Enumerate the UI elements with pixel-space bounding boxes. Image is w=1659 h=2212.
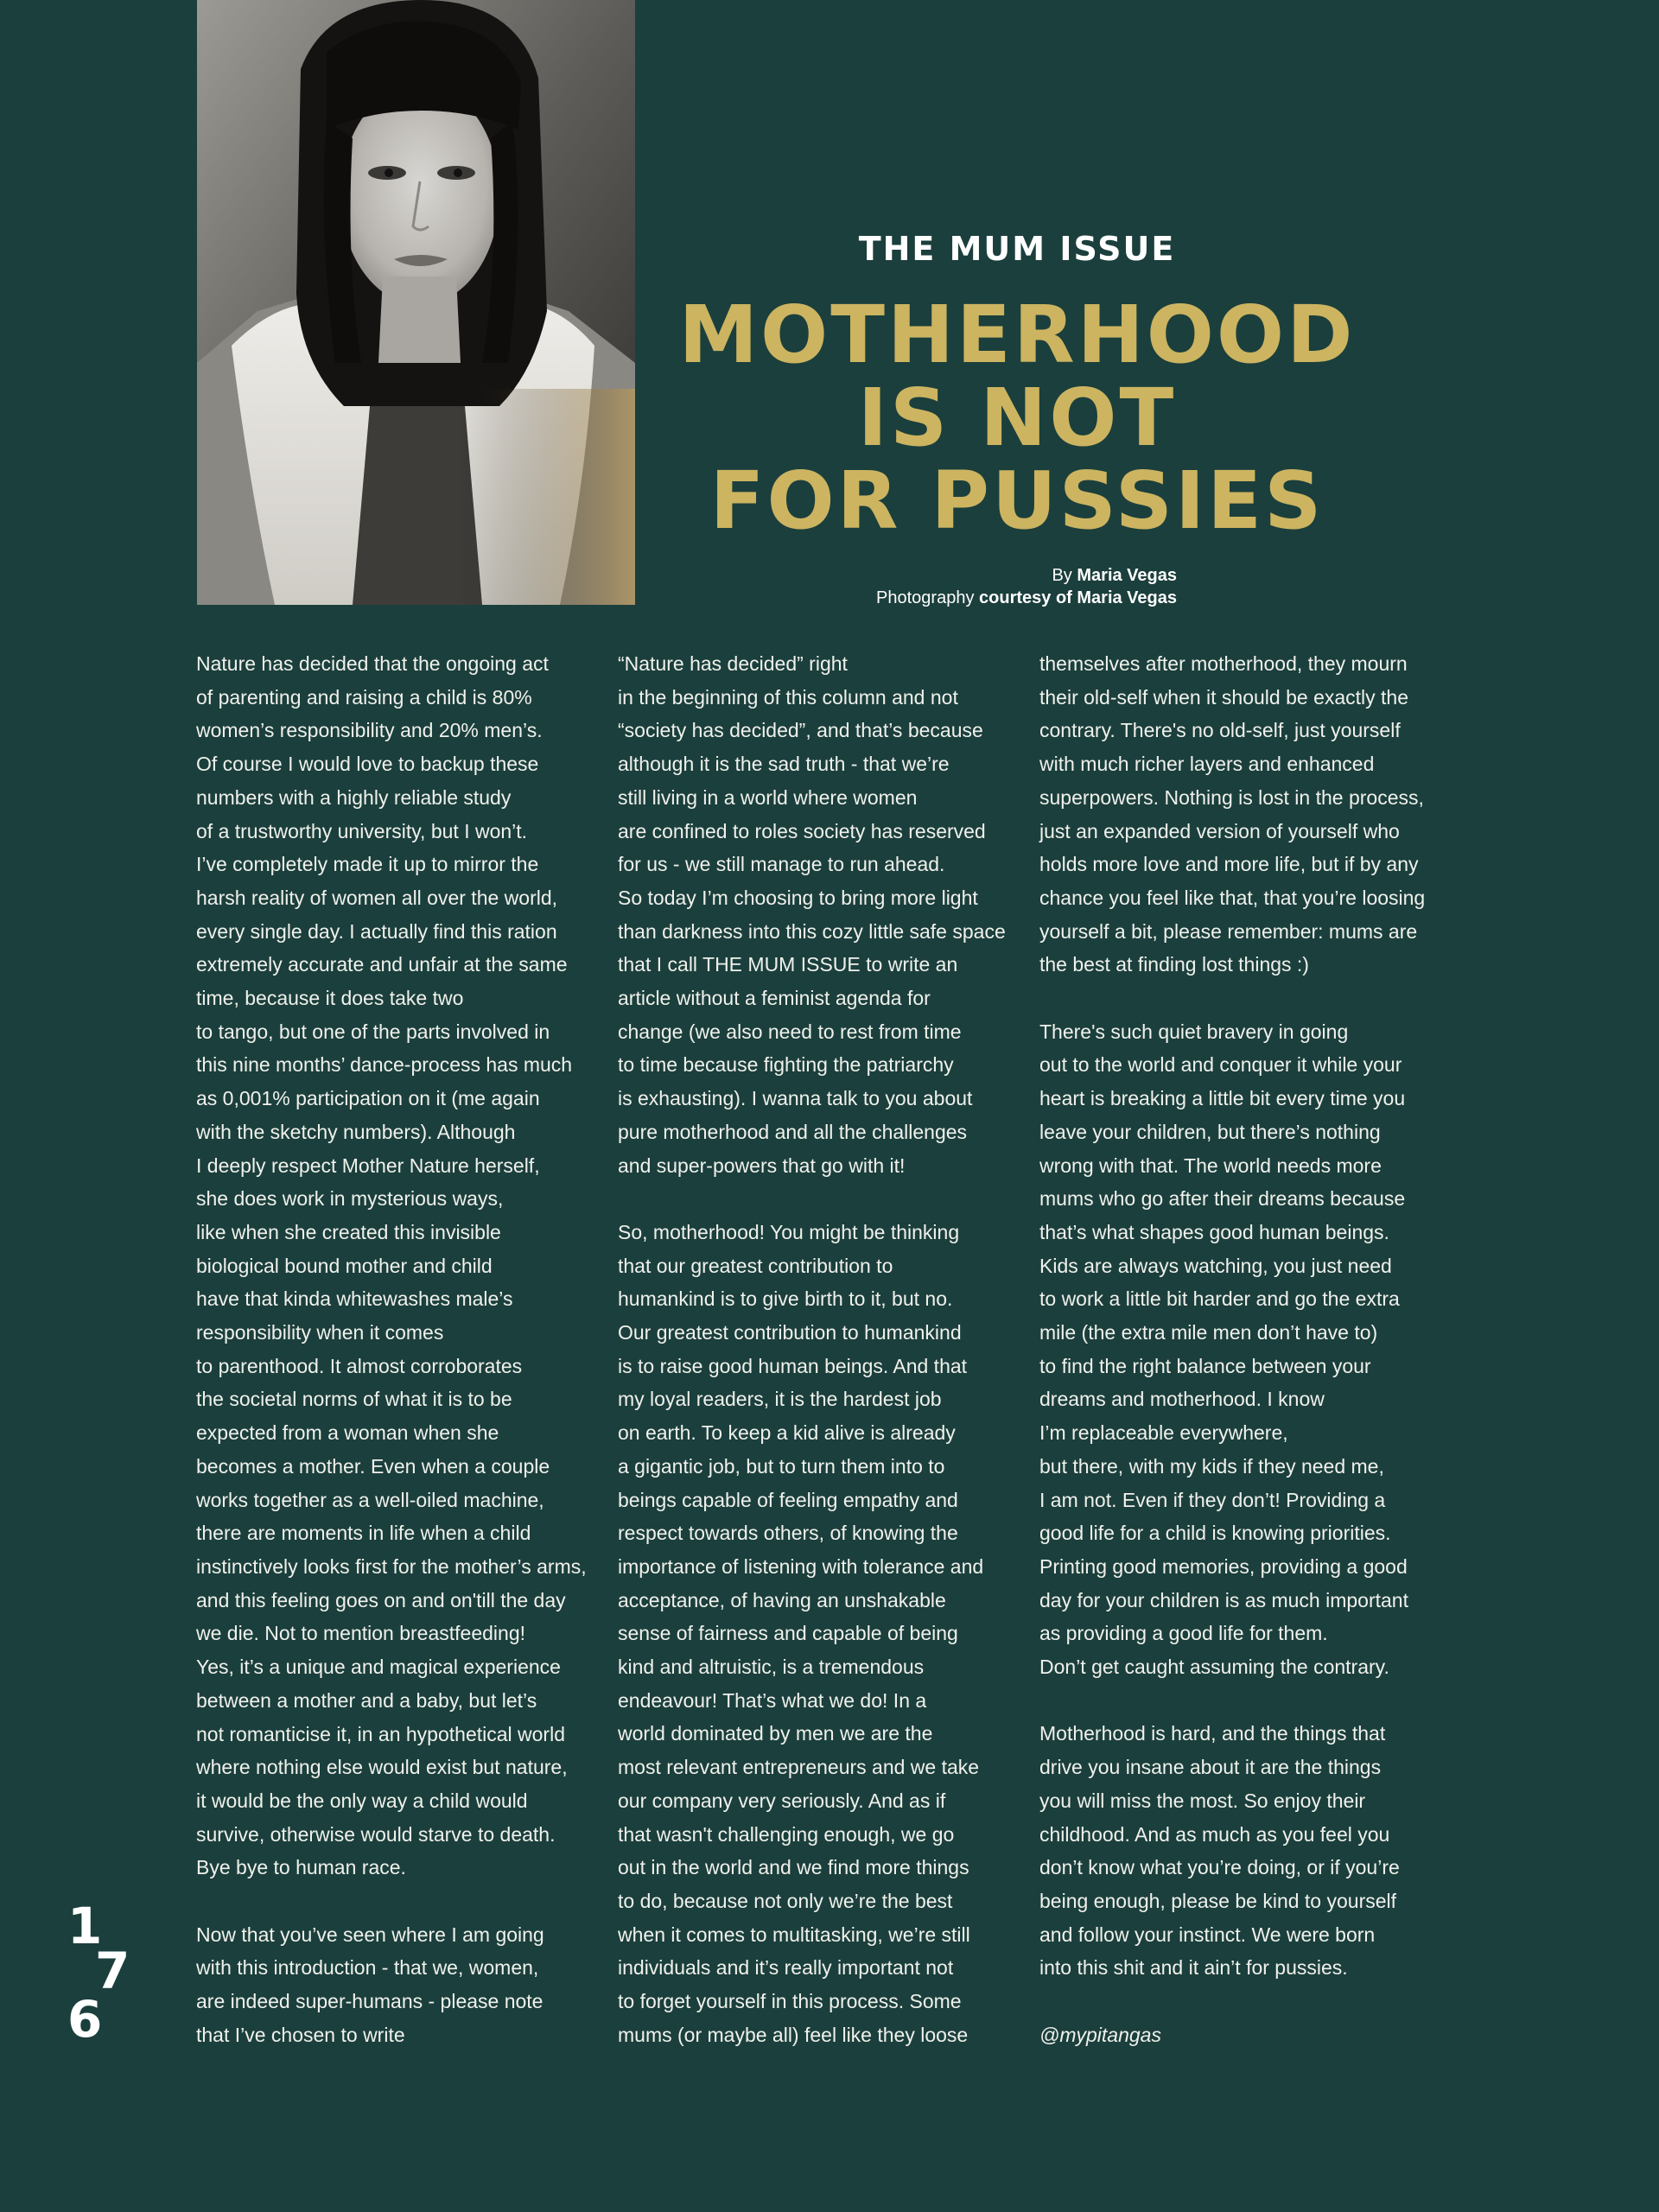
author-credit [876,564,1177,587]
article-column-2 [618,647,1011,2052]
article-headline [657,289,1377,547]
paragraph: There's such quiet bravery in going out to the world and conquer it while your heart is breaking a little bit every time you leave your children, but there’s nothing wrong with that. The world needs more mums who go after their dreams because that’s what shapes good human beings. Kids are always watching, you just need to work a little bit harder and go the extra mile (the extra mile men don’t have to) to find the right balance between your dreams and motherhood. I know I’m replaceable everywhere, but there, with my kids if they need me, I am not. Even if they don’t! Providing a good life for a child is knowing priorities. Printing good memories, providing a good day for your children is as much important as providing a good life for them. Don’t get caught assuming the contrary. [1039,1020,1408,1679]
photo-credit-name: courtesy of Maria Vegas [979,588,1177,607]
portrait-photo [197,0,635,605]
photo-credit-prefix: Photography [876,588,975,607]
paragraph: Now that you’ve seen where I am going with this introduction - that we, women, are indeed super-humans - please note that I’ve chosen to write [196,1923,544,2046]
page-number-digit: 1 [67,1897,103,1955]
article-column-1 [196,647,589,2052]
byline [876,564,1177,609]
headline-line: IS NOT [857,372,1177,464]
photo-credit [876,587,1177,609]
article-column-3 [1039,647,1433,2051]
paragraph: themselves after motherhood, they mourn their old-self when it should be exactly the contrary. There's no old-self, just yourself with much richer layers and enhanced superpowers. Nothing is lost in the process, just an expanded version of yourself who holds more love and more life, but if by any chance you feel like that, that you’re loosing yourself a bit, please remember: mums are the best at finding lost things :) [1039,652,1426,976]
section-kicker: THE MUM ISSUE [858,230,1176,268]
paragraph: “Nature has decided” right in the beginning of this column and not “society has decided”, and that’s because although it is the sad truth - that we’re still living in a world where women are confined to roles society has reserved for us - we still manage to run ahead. So today I’m choosing to bring more light than darkness into this cozy little safe space that I call THE MUM ISSUE to write an article without a feminist agenda for change (we also need to rest from time to time because fighting the patriarchy is exhausting). I wanna talk to you about pure motherhood and all the challenges and super-powers that go with it! [618,652,1006,1177]
headline-line: MOTHERHOOD [678,289,1356,381]
portrait-photo-illustration [197,0,635,605]
paragraph: So, motherhood! You might be thinking that our greatest contribution to humankind is to give birth to it, but no. Our greatest contribution to humankind is to raise good human beings. And that my loyal readers, it is the hardest job on earth. To keep a kid alive is already a gigantic job, but to turn them into to beings capable of feeling empathy and respect towards others, of knowing the importance of listening with tolerance and acceptance, of having an unshakable sense of fairness and capable of being kind and altruistic, is a tremendous endeavour! That’s what we do! In a world dominated by men we are the most relevant entrepreneurs and we take our company very seriously. And as if that wasn't challenging enough, we go out in the world and we find more things to do, because not only we’re the best when it comes to multitasking, we’re still individuals and it’s really important not to forget yourself in this process. Some mums (or maybe all) feel like they loose [618,1220,984,2046]
social-handle: @mypitangas [1039,2023,1161,2046]
paragraph: Nature has decided that the ongoing act of parenting and raising a child is 80% women’s responsibility and 20% men’s. Of course I would love to backup these numbers with a highly reliable study of a trustworthy university, but I won’t. I’ve completely made it up to mirror the harsh reality of women all over the world, every single day. I actually find this ration extremely accurate and unfair at the same time, because it does take two to tango, but one of the parts involved in this nine months’ dance-process has much as 0,001% participation on it (me again with the sketchy numbers). Although I deeply respect Mother Nature herself, she does work in mysterious ways, like when she created this invisible biological bound mother and child have that kinda whitewashes male’s responsibility when it comes to parenthood. It almost corroborates the societal norms of what it is to be expected from a woman when she becomes a mother. Even when a couple works together as a well-oiled machine, there are moments in life when a child instinctively looks first for the mother’s arms, and this feeling goes on and on'till the day we die. Not to mention breastfeeding! Yes, it’s a unique and magical experience between a mother and a baby, but let’s not romanticise it, in an hypothetical world where nothing else would exist but nature, it would be the only way a child would survive, otherwise would starve to death. Bye bye to human race. [196,652,587,1879]
author-prefix: By [1052,566,1072,585]
paragraph: Motherhood is hard, and the things that drive you insane about it are the things you will miss the most. So enjoy their childhood. And as much as you feel you don’t know what you’re doing, or if you’re being enough, please be kind to yourself and follow your instinct. We were born into this shit and it ain’t for pussies. [1039,1722,1400,1980]
page-number-digit: 7 [95,1942,130,2000]
author-name: Maria Vegas [1077,566,1177,585]
headline-line: FOR PUSSIES [709,454,1325,547]
page-number-digit: 6 [67,1990,103,2049]
